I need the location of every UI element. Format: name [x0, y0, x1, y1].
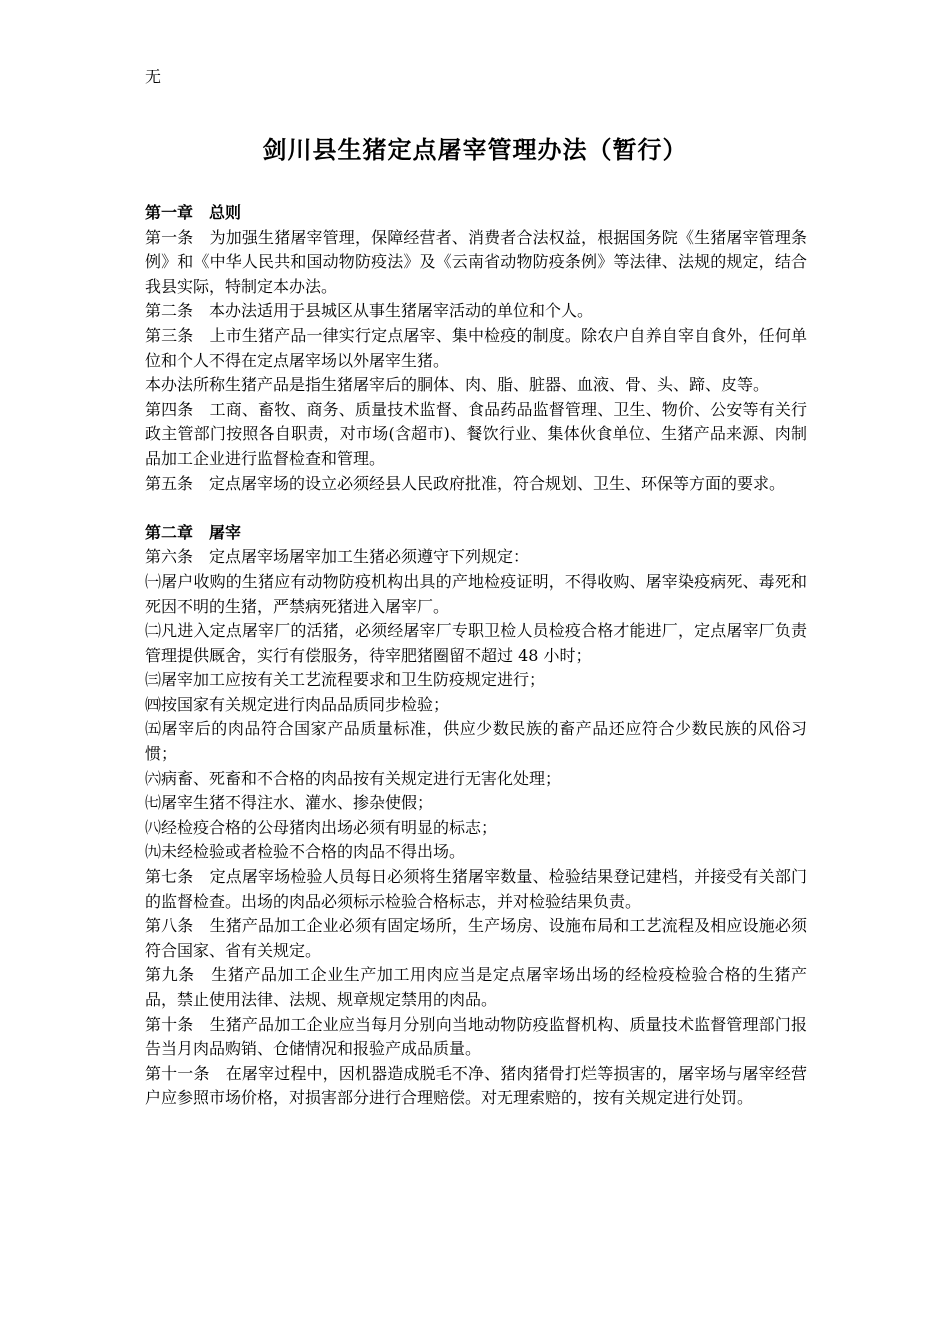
article-6-item-6: ㈥病畜、死畜和不合格的肉品按有关规定进行无害化处理；: [145, 768, 562, 788]
document-title: 剑川县生猪定点屠宰管理办法（暂行）: [262, 136, 688, 164]
article-6-item-9: ㈨未经检验或者检验不合格的肉品不得出场。: [145, 842, 466, 862]
document-body: [145, 201, 807, 1111]
article-6-item-5: ㈤屠宰后的肉品符合国家产品质量标准，供应少数民族的畜产品还应符合少数民族的风俗习惯；: [145, 719, 807, 764]
article-6: 第六条 定点屠宰场屠宰加工生猪必须遵守下列规定：: [145, 547, 530, 567]
header-mark: 无: [145, 67, 162, 86]
article-1: 第一条 为加强生猪屠宰管理，保障经营者、消费者合法权益，根据国务院《生猪屠宰管理条例》和《中华人民共和国动物防疫法》及《云南省动物防疫条例》等法律、法规的规定，结合我县实际，特制定本办法。: [145, 227, 807, 296]
article-5: 第五条 定点屠宰场的设立必须经县人民政府批准，符合规划、卫生、环保等方面的要求。: [145, 473, 786, 493]
article-10: 第十条 生猪产品加工企业应当每月分别向当地动物防疫监督机构、质量技术监督管理部门报告当月肉品购销、仓储情况和报验产成品质量。: [145, 1014, 807, 1059]
article-2: 第二条 本办法适用于县城区从事生猪屠宰活动的单位和个人。: [145, 301, 594, 321]
chapter-1-heading: 第一章 总则: [145, 203, 242, 222]
article-6-item-3: ㈢屠宰加工应按有关工艺流程要求和卫生防疫规定进行；: [145, 670, 546, 690]
article-6-item-4: ㈣按国家有关规定进行肉品品质同步检验；: [145, 694, 450, 714]
article-3-definition: 本办法所称生猪产品是指生猪屠宰后的胴体、肉、脂、脏器、血液、骨、头、蹄、皮等。: [145, 375, 770, 395]
article-6-item-7: ㈦屠宰生猪不得注水、灌水、掺杂使假；: [145, 793, 434, 813]
article-6-item-1: ㈠屠户收购的生猪应有动物防疫机构出具的产地检疫证明，不得收购、屠宰染疫病死、毒死和死因不明的生猪，严禁病死猪进入屠宰厂。: [145, 571, 807, 616]
article-11: 第十一条 在屠宰过程中，因机器造成脱毛不净、猪肉猪骨打烂等损害的，屠宰场与屠宰经营户应参照市场价格，对损害部分进行合理赔偿。对无理索赔的，按有关规定进行处罚。: [145, 1063, 807, 1108]
chapter-2-heading: 第二章 屠宰: [145, 522, 242, 542]
article-6-item-8: ㈧经检疫合格的公母猪肉出场必须有明显的标志；: [145, 817, 498, 837]
article-7: 第七条 定点屠宰场检验人员每日必须将生猪屠宰数量、检验结果登记建档，并接受有关部门的监督检查。出场的肉品必须标示检验合格标志，并对检验结果负责。: [145, 867, 807, 911]
article-6-item-2: ㈡凡进入定点屠宰厂的活猪，必须经屠宰厂专职卫检人员检疫合格才能进厂，定点屠宰厂负责管理提供厩舍，实行有偿服务，待宰肥猪圈留不超过 48 小时；: [145, 621, 807, 665]
article-3: 第三条 上市生猪产品一律实行定点屠宰、集中检疫的制度。除农户自养自宰自食外，任何单位和个人不得在定点屠宰场以外屠宰生猪。: [145, 325, 807, 370]
article-4: 第四条 工商、畜牧、商务、质量技术监督、食品药品监督管理、卫生、物价、公安等有关行政主管部门按照各自职责，对市场(含超市)、餐饮行业、集体伙食单位、生猪产品来源、肉制品加工企业进行监督检查和管理。: [145, 399, 807, 468]
chapter-spacer: [145, 496, 807, 521]
article-8: 第八条 生猪产品加工企业必须有固定场所，生产场房、设施布局和工艺流程及相应设施必须符合国家、省有关规定。: [145, 916, 807, 960]
article-9: 第九条 生猪产品加工企业生产加工用肉应当是定点屠宰场出场的经检疫检验合格的生猪产品，禁止使用法律、法规、规章规定禁用的肉品。: [145, 965, 807, 1009]
